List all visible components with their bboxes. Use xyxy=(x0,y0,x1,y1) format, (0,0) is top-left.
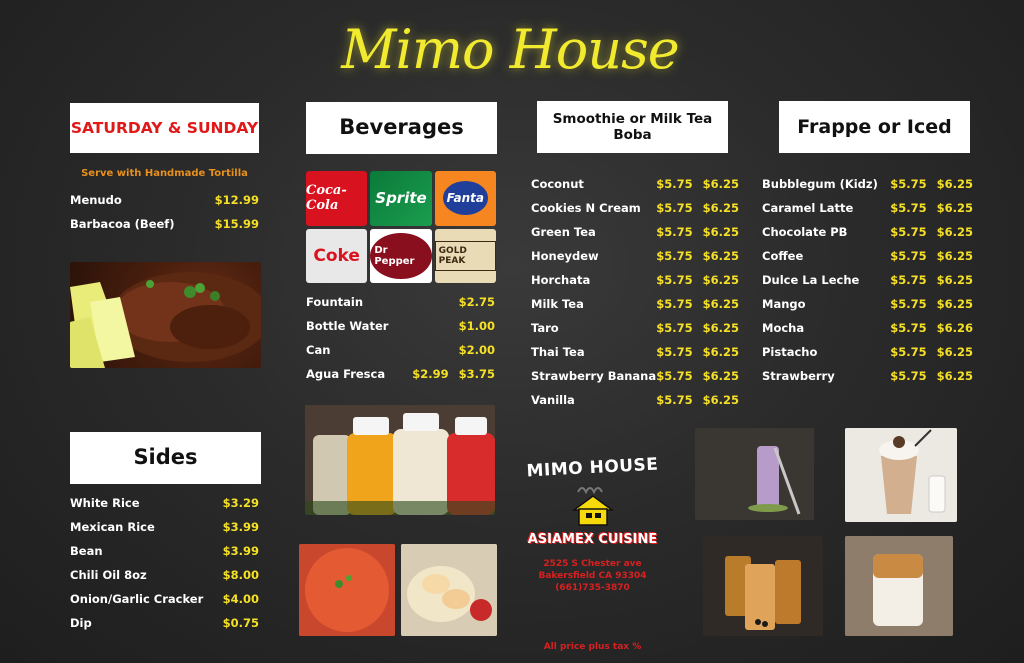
list-item xyxy=(531,244,739,268)
list-item xyxy=(762,196,973,220)
list-item xyxy=(531,172,739,196)
list-item xyxy=(306,362,495,386)
iced-tea-illustration xyxy=(703,536,823,636)
list-item xyxy=(70,611,259,635)
house-icon xyxy=(568,482,618,528)
item-name: Agua Fresca xyxy=(306,367,386,381)
item-prices xyxy=(890,321,973,335)
frappe-heading xyxy=(779,101,970,153)
item-price: $5.75 xyxy=(656,249,693,263)
item-name: Bottle Water xyxy=(306,319,389,333)
coke-logo xyxy=(306,229,367,284)
restaurant-subtitle: ASIAMEX CUISINE xyxy=(527,532,658,547)
list-item xyxy=(531,340,739,364)
item-price: $3.75 xyxy=(458,367,495,381)
item-prices xyxy=(656,393,739,407)
item-price: $6.25 xyxy=(936,249,973,263)
item-name: Strawberry Banana xyxy=(531,369,657,383)
item-prices xyxy=(656,249,739,263)
taro-drink-photo xyxy=(695,428,814,520)
weekend-heading-text: SATURDAY & SUNDAY xyxy=(70,118,259,137)
item-prices xyxy=(890,225,973,239)
item-price: $6.25 xyxy=(702,201,739,215)
mexican-rice-photo xyxy=(299,544,395,636)
item-name: Fountain xyxy=(306,295,364,309)
weekend-note: Serve with Handmade Tortilla xyxy=(81,168,248,179)
item-price: $5.75 xyxy=(890,249,927,263)
item-price: $6.25 xyxy=(936,369,973,383)
tax-note: All price plus tax % xyxy=(543,642,642,652)
item-price: $6.25 xyxy=(936,345,973,359)
soda-logos xyxy=(306,171,496,283)
item-price: $6.25 xyxy=(936,273,973,287)
list-item xyxy=(531,268,739,292)
list-item xyxy=(306,338,495,362)
item-prices xyxy=(890,345,973,359)
beverages-heading-text: Beverages xyxy=(339,115,464,140)
list-item xyxy=(70,515,259,539)
sprite-logo xyxy=(370,171,431,226)
onion-cracker-photo xyxy=(401,544,497,636)
list-item xyxy=(531,316,739,340)
item-price: $5.75 xyxy=(656,369,693,383)
item-prices xyxy=(890,297,973,311)
item-name: Can xyxy=(306,343,331,357)
list-item xyxy=(762,316,973,340)
goldpeak-logo-text: GOLD PEAK xyxy=(435,241,496,271)
fanta-logo xyxy=(435,171,496,226)
list-item xyxy=(306,290,495,314)
item-price: $6.25 xyxy=(702,177,739,191)
drpepper-logo-text: Dr Pepper xyxy=(370,233,431,279)
item-prices xyxy=(890,201,973,215)
iced-tea-photo xyxy=(703,536,823,636)
dalgona-illustration xyxy=(845,536,953,636)
item-price: $6.25 xyxy=(936,297,973,311)
item-price: $12.99 xyxy=(214,193,259,207)
item-name: Vanilla xyxy=(531,393,575,407)
item-name: Barbacoa (Beef) xyxy=(70,217,175,231)
list-item xyxy=(762,292,973,316)
item-prices xyxy=(656,273,739,287)
item-price: $2.75 xyxy=(458,295,495,309)
item-price: $5.75 xyxy=(890,225,927,239)
item-price: $5.75 xyxy=(890,345,927,359)
item-price: $5.75 xyxy=(890,321,927,335)
item-price: $5.75 xyxy=(656,393,693,407)
list-item xyxy=(762,244,973,268)
item-name: Cookies N Cream xyxy=(531,201,641,215)
goldpeak-logo xyxy=(435,229,496,284)
drpepper-logo xyxy=(370,229,431,284)
item-prices xyxy=(656,369,739,383)
item-price: $6.25 xyxy=(702,249,739,263)
address-line1: 2525 S Chester ave xyxy=(543,559,642,569)
item-name: Dulce La Leche xyxy=(762,273,860,287)
fanta-logo-text: Fanta xyxy=(443,181,488,215)
item-price: $5.75 xyxy=(656,177,693,191)
item-price: $15.99 xyxy=(214,217,259,231)
list-item xyxy=(70,587,259,611)
item-price: $2.00 xyxy=(458,343,495,357)
item-prices xyxy=(656,297,739,311)
item-price: $3.99 xyxy=(222,544,259,558)
sides-heading-text: Sides xyxy=(133,445,198,470)
item-price: $5.75 xyxy=(656,225,693,239)
restaurant-logo xyxy=(525,454,660,593)
item-prices xyxy=(656,321,739,335)
list-item xyxy=(70,539,259,563)
list-item xyxy=(531,196,739,220)
sides-heading xyxy=(70,432,261,484)
item-price: $6.26 xyxy=(936,321,973,335)
weekend-list xyxy=(70,188,259,236)
item-name: Mexican Rice xyxy=(70,520,155,534)
item-price: $6.25 xyxy=(702,321,739,335)
item-price: $3.29 xyxy=(222,496,259,510)
agua-fresca-illustration xyxy=(305,405,495,515)
list-item xyxy=(762,340,973,364)
item-name: Thai Tea xyxy=(531,345,585,359)
item-prices xyxy=(656,201,739,215)
item-price: $3.99 xyxy=(222,520,259,534)
item-name: Pistacho xyxy=(762,345,818,359)
item-price: $5.75 xyxy=(656,297,693,311)
item-prices xyxy=(890,273,973,287)
item-name: Honeydew xyxy=(531,249,599,263)
item-price: $1.00 xyxy=(458,319,495,333)
item-prices xyxy=(890,369,973,383)
item-prices xyxy=(412,367,495,381)
item-price: $5.75 xyxy=(890,201,927,215)
barbacoa-illustration xyxy=(70,262,261,368)
list-item xyxy=(70,188,259,212)
item-price: $6.25 xyxy=(936,225,973,239)
item-name: Caramel Latte xyxy=(762,201,854,215)
frappe-list xyxy=(762,172,973,388)
item-price: $6.25 xyxy=(936,177,973,191)
sprite-logo-text: Sprite xyxy=(375,189,427,208)
item-name: Strawberry xyxy=(762,369,835,383)
item-name: White Rice xyxy=(70,496,140,510)
taro-illustration xyxy=(695,428,814,520)
rice-illustration xyxy=(299,544,395,636)
item-price: $5.75 xyxy=(890,369,927,383)
frappe-illustration xyxy=(845,428,957,522)
item-price: $6.25 xyxy=(936,201,973,215)
item-name: Horchata xyxy=(531,273,591,287)
item-name: Bubblegum (Kidz) xyxy=(762,177,878,191)
item-name: Taro xyxy=(531,321,559,335)
item-price: $6.25 xyxy=(702,273,739,287)
list-item xyxy=(762,220,973,244)
address-line2: Bakersfield CA 93304 xyxy=(538,571,647,581)
item-name: Coconut xyxy=(531,177,584,191)
item-name: Green Tea xyxy=(531,225,596,239)
list-item xyxy=(762,172,973,196)
item-prices xyxy=(890,177,973,191)
item-name: Dip xyxy=(70,616,92,630)
list-item xyxy=(531,292,739,316)
item-price: $4.00 xyxy=(222,592,259,606)
item-name: Chocolate PB xyxy=(762,225,848,239)
list-item xyxy=(306,314,495,338)
dalgona-photo xyxy=(845,536,953,636)
item-price: $6.25 xyxy=(702,225,739,239)
item-price: $8.00 xyxy=(222,568,259,582)
sides-list xyxy=(70,491,259,635)
item-price: $5.75 xyxy=(656,201,693,215)
item-price: $5.75 xyxy=(656,321,693,335)
item-prices xyxy=(890,249,973,263)
list-item xyxy=(70,563,259,587)
list-item xyxy=(762,268,973,292)
item-name: Mocha xyxy=(762,321,805,335)
item-price: $6.25 xyxy=(702,345,739,359)
barbacoa-photo xyxy=(70,262,261,368)
item-name: Onion/Garlic Cracker xyxy=(70,592,204,606)
item-name: Bean xyxy=(70,544,103,558)
item-name: Milk Tea xyxy=(531,297,584,311)
agua-fresca-photo xyxy=(305,405,495,515)
item-name: Chili Oil 8oz xyxy=(70,568,147,582)
item-name: Coffee xyxy=(762,249,804,263)
smoothie-heading xyxy=(537,101,728,153)
list-item xyxy=(70,491,259,515)
weekend-heading xyxy=(70,103,259,153)
frappe-heading-text: Frappe or Iced xyxy=(797,115,952,138)
restaurant-name: MIMO HOUSE xyxy=(526,454,659,482)
phone-number: (661)735-3870 xyxy=(555,583,630,593)
menu-title: Mimo House xyxy=(341,18,679,81)
beverages-list xyxy=(306,290,495,386)
item-name: Mango xyxy=(762,297,806,311)
list-item xyxy=(531,364,739,388)
list-item xyxy=(531,220,739,244)
item-price: $5.75 xyxy=(656,345,693,359)
item-price: $5.75 xyxy=(890,273,927,287)
item-price: $5.75 xyxy=(890,177,927,191)
item-price: $0.75 xyxy=(222,616,259,630)
cocacola-logo xyxy=(306,171,367,226)
coke-logo-text: Coke xyxy=(313,245,360,266)
cocacola-logo-text: Coca-Cola xyxy=(306,183,347,214)
item-price: $6.25 xyxy=(702,369,739,383)
smoothie-heading-text: Smoothie or Milk Tea Boba xyxy=(552,110,713,143)
beverages-heading xyxy=(306,102,497,154)
list-item xyxy=(531,388,739,412)
item-price: $5.75 xyxy=(656,273,693,287)
cracker-illustration xyxy=(401,544,497,636)
item-price: $6.25 xyxy=(702,297,739,311)
item-prices xyxy=(656,345,739,359)
item-price: $2.99 xyxy=(412,367,449,381)
item-price: $6.25 xyxy=(702,393,739,407)
item-price: $5.75 xyxy=(890,297,927,311)
item-name: Menudo xyxy=(70,193,122,207)
item-prices xyxy=(656,177,739,191)
frappe-photo xyxy=(845,428,957,522)
list-item xyxy=(762,364,973,388)
list-item xyxy=(70,212,259,236)
smoothie-list xyxy=(531,172,739,412)
item-prices xyxy=(656,225,739,239)
